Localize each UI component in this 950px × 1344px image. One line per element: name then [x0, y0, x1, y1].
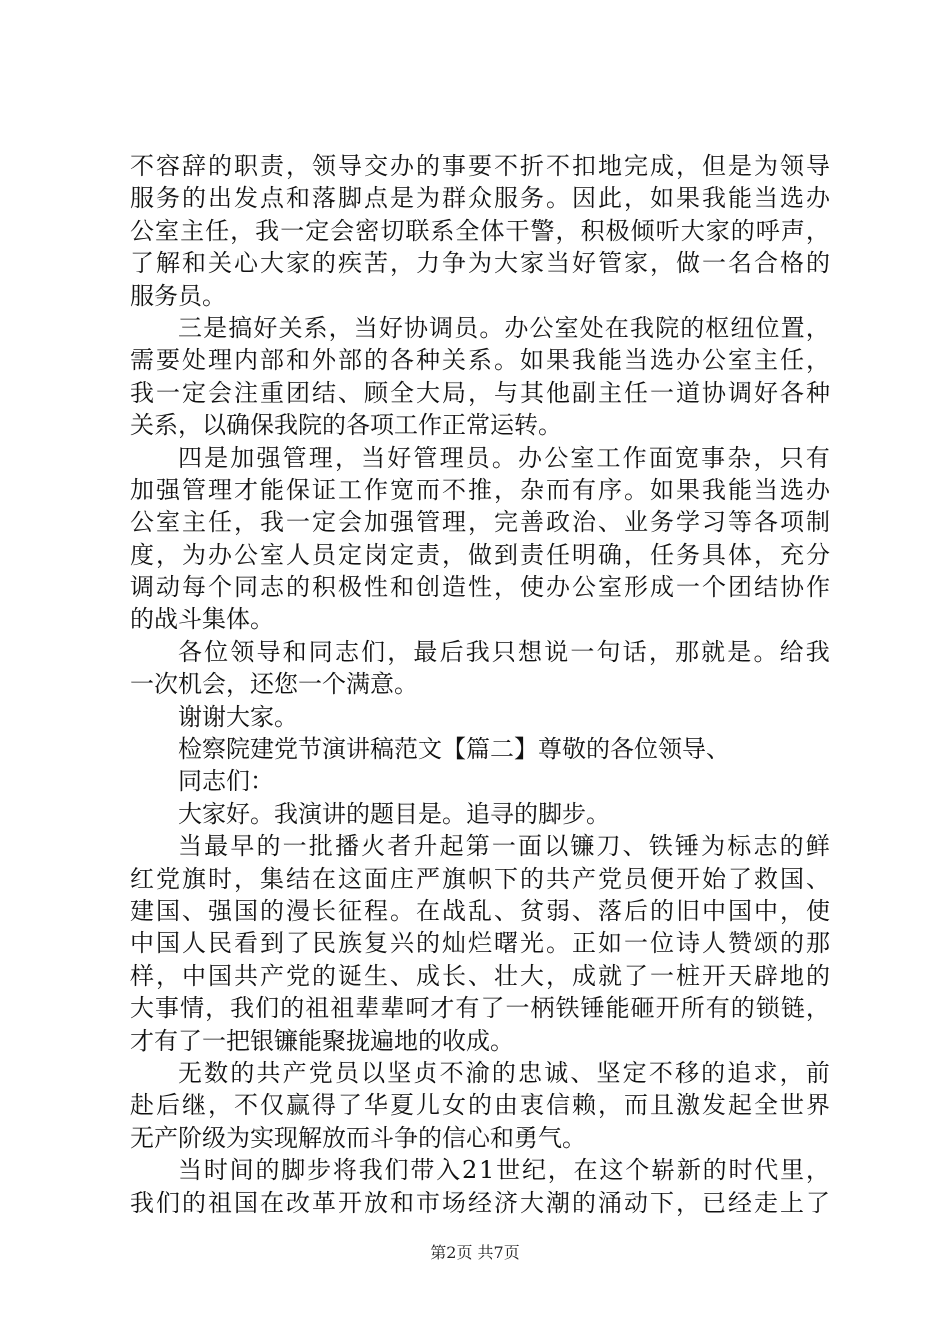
text-line: 加 强 管 理 才 能 保 证 工 作 宽 而 不 推 ， 杂 而 有 序 。 如 果 我 能 当 选 办 — [130, 475, 830, 504]
text-line: 我 们 的 祖 国 在 改 革 开 放 和 市 场 经 济 大 潮 的 涌 动 下 ， 已 经 走 上 了 — [130, 1188, 830, 1217]
text-line: 公 室 主 任 ， 我 一 定 会 密 切 联 系 全 体 干 警 ， 积 极 倾 听 大 家 的 呼 声 ， — [130, 216, 830, 245]
text-line: 当 时 间 的 脚 步 将 我 们 带 入 2 1 世 纪 ， 在 这 个 崭 新 的 时 代 里 ， — [178, 1156, 830, 1185]
text-line: 关系，以确保我院的各项工作正常运转。 — [130, 411, 562, 440]
text-line: 大 事 情 ， 我 们 的 祖 祖 辈 辈 呵 才 有 了 一 柄 铁 锤 能 砸 开 所 有 的 锁 链 ， — [130, 994, 830, 1023]
text-line: 我 一 定 会 注 重 团 结 、 顾 全 大 局 ， 与 其 他 副 主 任 一 道 协 调 好 各 种 — [130, 378, 830, 407]
text-line: 当 最 早 的 一 批 播 火 者 升 起 第 一 面 以 镰 刀 、 铁 锤 为 标 志 的 鲜 — [178, 832, 830, 861]
text-line: 红 党 旗 时 ， 集 结 在 这 面 庄 严 旗 帜 下 的 共 产 党 员 便 开 始 了 救 国 、 — [130, 864, 830, 893]
text-line: 建 国 、 强 国 的 漫 长 征 程 。 在 战 乱 、 贫 弱 、 落 后 的 旧 中 国 中 ， 使 — [130, 896, 830, 925]
text-line: 各 位 领 导 和 同 志 们 ， 最 后 我 只 想 说 一 句 话 ， 那 就 是 。 给 我 — [178, 637, 830, 666]
text-line: 赴 后 继 ， 不 仅 赢 得 了 华 夏 儿 女 的 由 衷 信 赖 ， 而 且 激 发 起 全 世 界 — [130, 1091, 830, 1120]
text-line: 检察院建党节演讲稿范文【篇二】尊敬的各位领导、 — [178, 735, 730, 764]
text-line: 无产阶级为实现解放而斗争的信心和勇气。 — [130, 1123, 586, 1152]
text-line: 服 务 的 出 发 点 和 落 脚 点 是 为 群 众 服 务 。 因 此 ， 如 果 我 能 当 选 办 — [130, 184, 830, 213]
page-number-footer: 第2页 共7页 — [430, 1243, 520, 1262]
text-line: 不 容 辞 的 职 责 ， 领 导 交 办 的 事 要 不 折 不 扣 地 完 成 ， 但 是 为 领 导 — [130, 152, 830, 180]
text-line: 谢谢大家。 — [178, 702, 298, 731]
text-line: 调 动 每 个 同 志 的 积 极 性 和 创 造 性 ， 使 办 公 室 形 成 一 个 团 结 协 作 — [130, 573, 830, 602]
text-line: 同志们： — [178, 767, 274, 796]
text-line: 了 解 和 关 心 大 家 的 疾 苦 ， 力 争 为 大 家 当 好 管 家 ， 做 一 名 合 格 的 — [130, 249, 830, 278]
text-line: 才有了一把银镰能聚拢遍地的收成。 — [130, 1026, 514, 1055]
text-line: 中 国 人 民 看 到 了 民 族 复 兴 的 灿 烂 曙 光 。 正 如 一 位 诗 人 赞 颂 的 那 — [130, 929, 830, 958]
text-line: 样 ， 中 国 共 产 党 的 诞 生 、 成 长 、 壮 大 ， 成 就 了 一 桩 开 天 辟 地 的 — [130, 961, 830, 990]
document-body — [130, 150, 830, 1219]
text-line: 公 室 主 任 ， 我 一 定 会 加 强 管 理 ， 完 善 政 治 、 业 务 学 习 等 各 项 制 — [130, 508, 830, 537]
text-line: 需 要 处 理 内 部 和 外 部 的 各 种 关 系 。 如 果 我 能 当 选 办 公 室 主 任 ， — [130, 346, 830, 375]
text-line: 四 是 加 强 管 理 ， 当 好 管 理 员 。 办 公 室 工 作 面 宽 事 杂 ， 只 有 — [178, 443, 830, 472]
text-line: 服务员。 — [130, 281, 226, 310]
text-line: 无 数 的 共 产 党 员 以 坚 贞 不 渝 的 忠 诚 、 坚 定 不 移 的 追 求 ， 前 — [178, 1058, 830, 1087]
text-line: 度 ， 为 办 公 室 人 员 定 岗 定 责 ， 做 到 责 任 明 确 ， 任 务 具 体 ， 充 分 — [130, 540, 830, 569]
text-line: 大家好。我演讲的题目是。追寻的脚步。 — [178, 799, 610, 828]
text-line: 一次机会，还您一个满意。 — [130, 670, 418, 699]
text-line: 三 是 搞 好 关 系 ， 当 好 协 调 员 。 办 公 室 处 在 我 院 的 枢 纽 位 置 ， — [178, 313, 830, 342]
text-line: 的战斗集体。 — [130, 605, 274, 634]
